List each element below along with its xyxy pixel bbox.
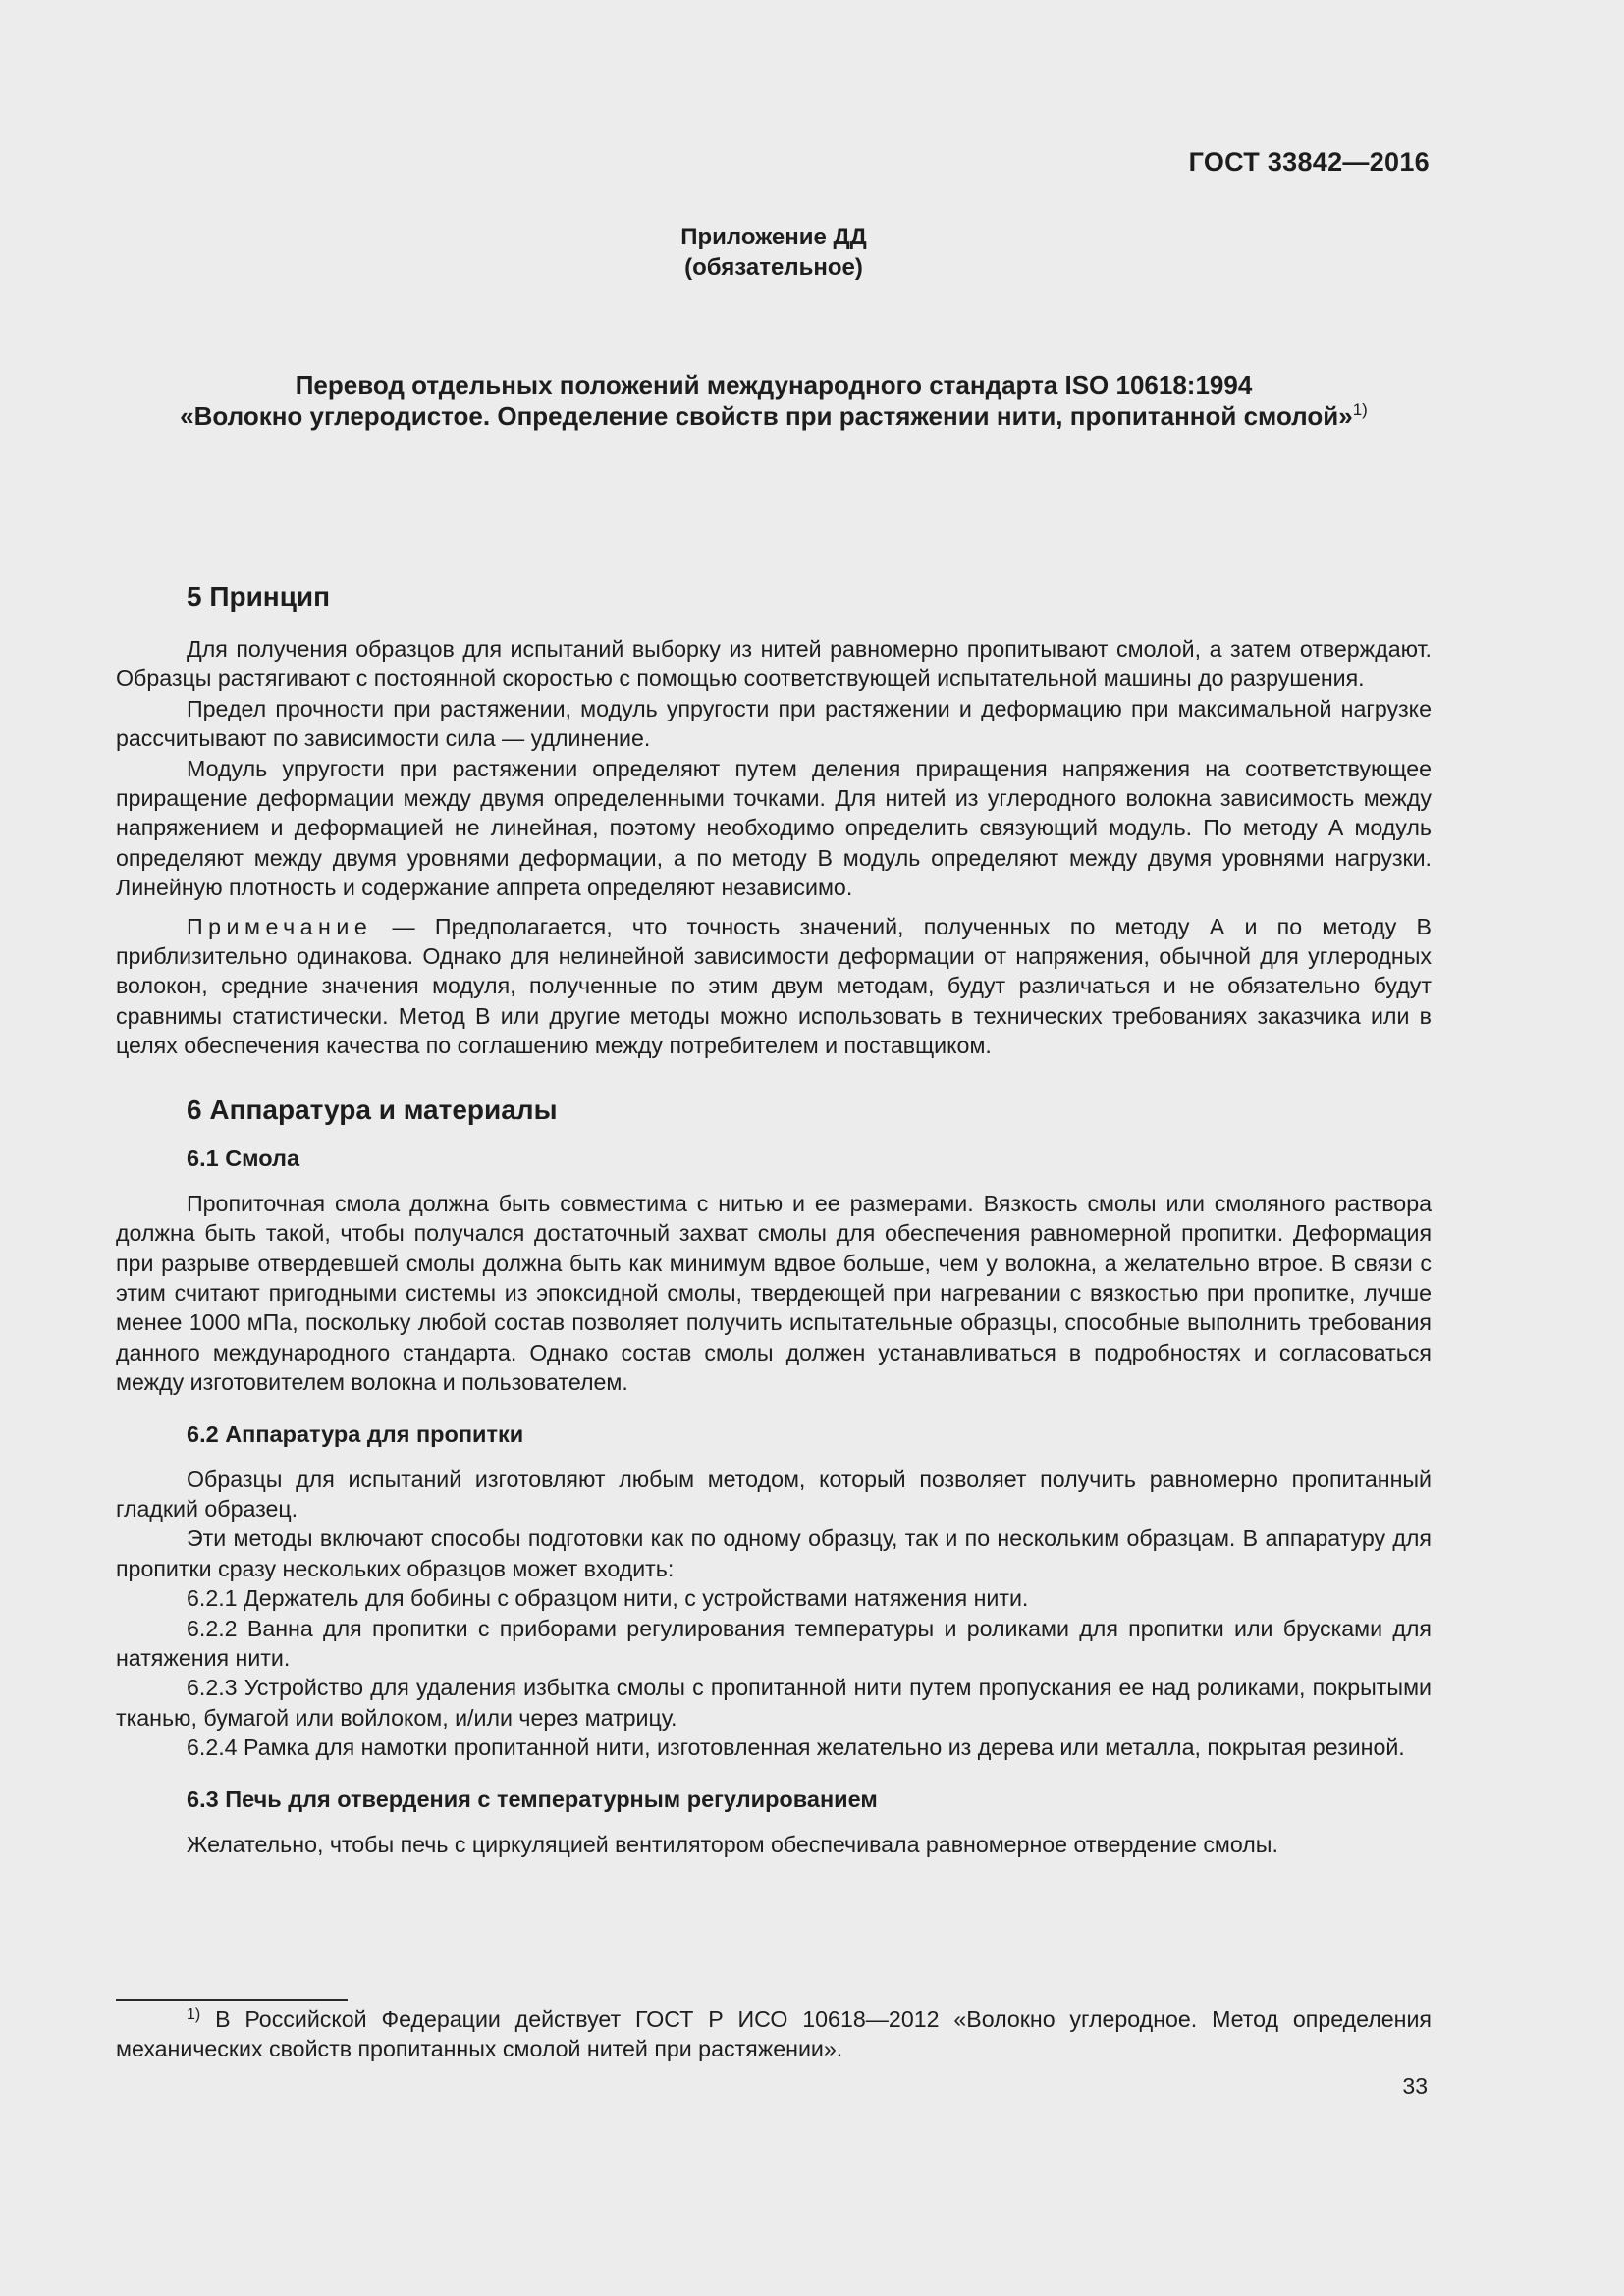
document-title	[79, 369, 1469, 432]
footnote-mark: 1)	[187, 2006, 201, 2023]
standard-code: ГОСТ 33842—2016	[1188, 147, 1430, 177]
paragraph: Образцы для испытаний изготовляют любым методом, который позволяет получить равномерно пропитанный гладкий образец.	[116, 1466, 1432, 1522]
list-item: 6.2.1 Держатель для бобины с образцом нити, с устройствами натяжения нити.	[187, 1585, 1029, 1612]
annex-title: Приложение ДД	[680, 224, 867, 250]
paragraph: Эти методы включают способы подготовки как по одному образцу, так и по нескольким образцам. В аппаратуру для пропитки сразу нескольких образцов может входить:	[116, 1525, 1432, 1581]
paragraph: Пропиточная смола должна быть совместима с нитью и ее размерами. Вязкость смолы или смоляного раствора должна быть такой, чтобы получался достаточный захват смолы для обеспечения равномерной пропитки. Деформация при разрыве отвердевшей смолы должна быть как минимум вдвое больше, чем у волокна, а желательно втрое. В связи с этим считают пригодными системы из эпоксидной смолы, твердеющей при нагревании с вязкостью при пропитке, лучше менее 1000 мПа, поскольку любой состав позволяет получить испытательные образцы, способные выполнить требования данного международного стандарта. Однако состав смолы должен устанавливаться в подробностях и согласоваться между изготовителем волокна и пользователем.	[116, 1190, 1432, 1396]
paragraph: Для получения образцов для испытаний выборку из нитей равномерно пропитывают смолой, а затем отверждают. Образцы растягивают с постоянной скоростью с помощью соответствующей испытательной машины до разрушения.	[116, 636, 1432, 692]
paragraph: Предел прочности при растяжении, модуль упругости при растяжении и деформацию при максимальной нагрузке рассчитывают по зависимости сила — удлинение.	[116, 695, 1432, 752]
section-6-heading: 6 Аппаратура и материалы	[187, 1094, 558, 1125]
page-number: 33	[1402, 2073, 1428, 2099]
paragraph: Модуль упругости при растяжении определяют путем деления приращения напряжения на соответствующее приращение деформации между двумя определенными точками. Для нитей из углеродного волокна зависимость между напряжением и деформацией не линейная, поэтому необходимо определить связующий модуль. По методу А модуль определяют между двумя уровнями деформации, а по методу В модуль определяют между двумя уровнями нагрузки. Линейную плотность и содержание аппрета определяют независимо.	[116, 755, 1432, 901]
annex-heading	[0, 222, 1547, 283]
footnote	[116, 2004, 1432, 2064]
note-dash: —	[392, 913, 415, 939]
annex-status: (обязательное)	[684, 254, 863, 281]
note-text: Предполагается, что точность значений, полученных по методу А и по методу В приблизительно одинакова. Однако для нелинейной зависимости деформации от напряжения, обычной для углеродных волокон, средние значения модуля, полученные по этим двум методам, будут различаться и не обязательно будут сравнимы статистически. Метод В или другие методы можно использовать в технических требованиях заказчика или в целях обеспечения качества по соглашению между потребителем и поставщиком.	[116, 913, 1432, 1059]
section-5-heading: 5 Принцип	[187, 581, 331, 612]
footnote-reference[interactable]: 1)	[1352, 400, 1368, 419]
document-body	[116, 579, 1432, 1859]
footnote-text: В Российской Федерации действует ГОСТ Р ИСО 10618—2012 «Волокно углеродное. Метод определения механических свойств пропитанных смолой нитей при растяжении».	[116, 2006, 1432, 2062]
note-paragraph	[116, 912, 1432, 1061]
section-6-1-heading: 6.1 Смола	[187, 1145, 300, 1171]
section-6-3-heading: 6.3 Печь для отвердения с температурным регулированием	[187, 1786, 878, 1812]
list-item: 6.2.3 Устройство для удаления избытка смолы с пропитанной нити путем пропускания ее над роликами, покрытыми тканью, бумагой или войлоком, и/или через матрицу.	[116, 1675, 1432, 1731]
footnote-text-paragraph	[116, 2004, 1432, 2064]
footnote-divider	[116, 1999, 348, 2001]
document-title-line2-text: «Волокно углеродистое. Определение свойств при растяжении нити, пропитанной смолой»	[180, 401, 1353, 431]
paragraph: Желательно, чтобы печь с циркуляцией вентилятором обеспечивала равномерное отвердение смолы.	[187, 1831, 1278, 1857]
section-6-2-heading: 6.2 Аппаратура для пропитки	[187, 1420, 524, 1447]
document-title-line1: Перевод отдельных положений международного стандарта ISO 10618:1994	[295, 370, 1253, 400]
list-item: 6.2.4 Рамка для намотки пропитанной нити, изготовленная желательно из дерева или металла, покрытая резиной.	[187, 1735, 1405, 1761]
list-item: 6.2.2 Ванна для пропитки с приборами регулирования температуры и роликами для пропитки или брусками для натяжения нити.	[116, 1615, 1432, 1671]
document-title-line2	[79, 400, 1469, 432]
note-label: Примечание	[187, 913, 373, 939]
